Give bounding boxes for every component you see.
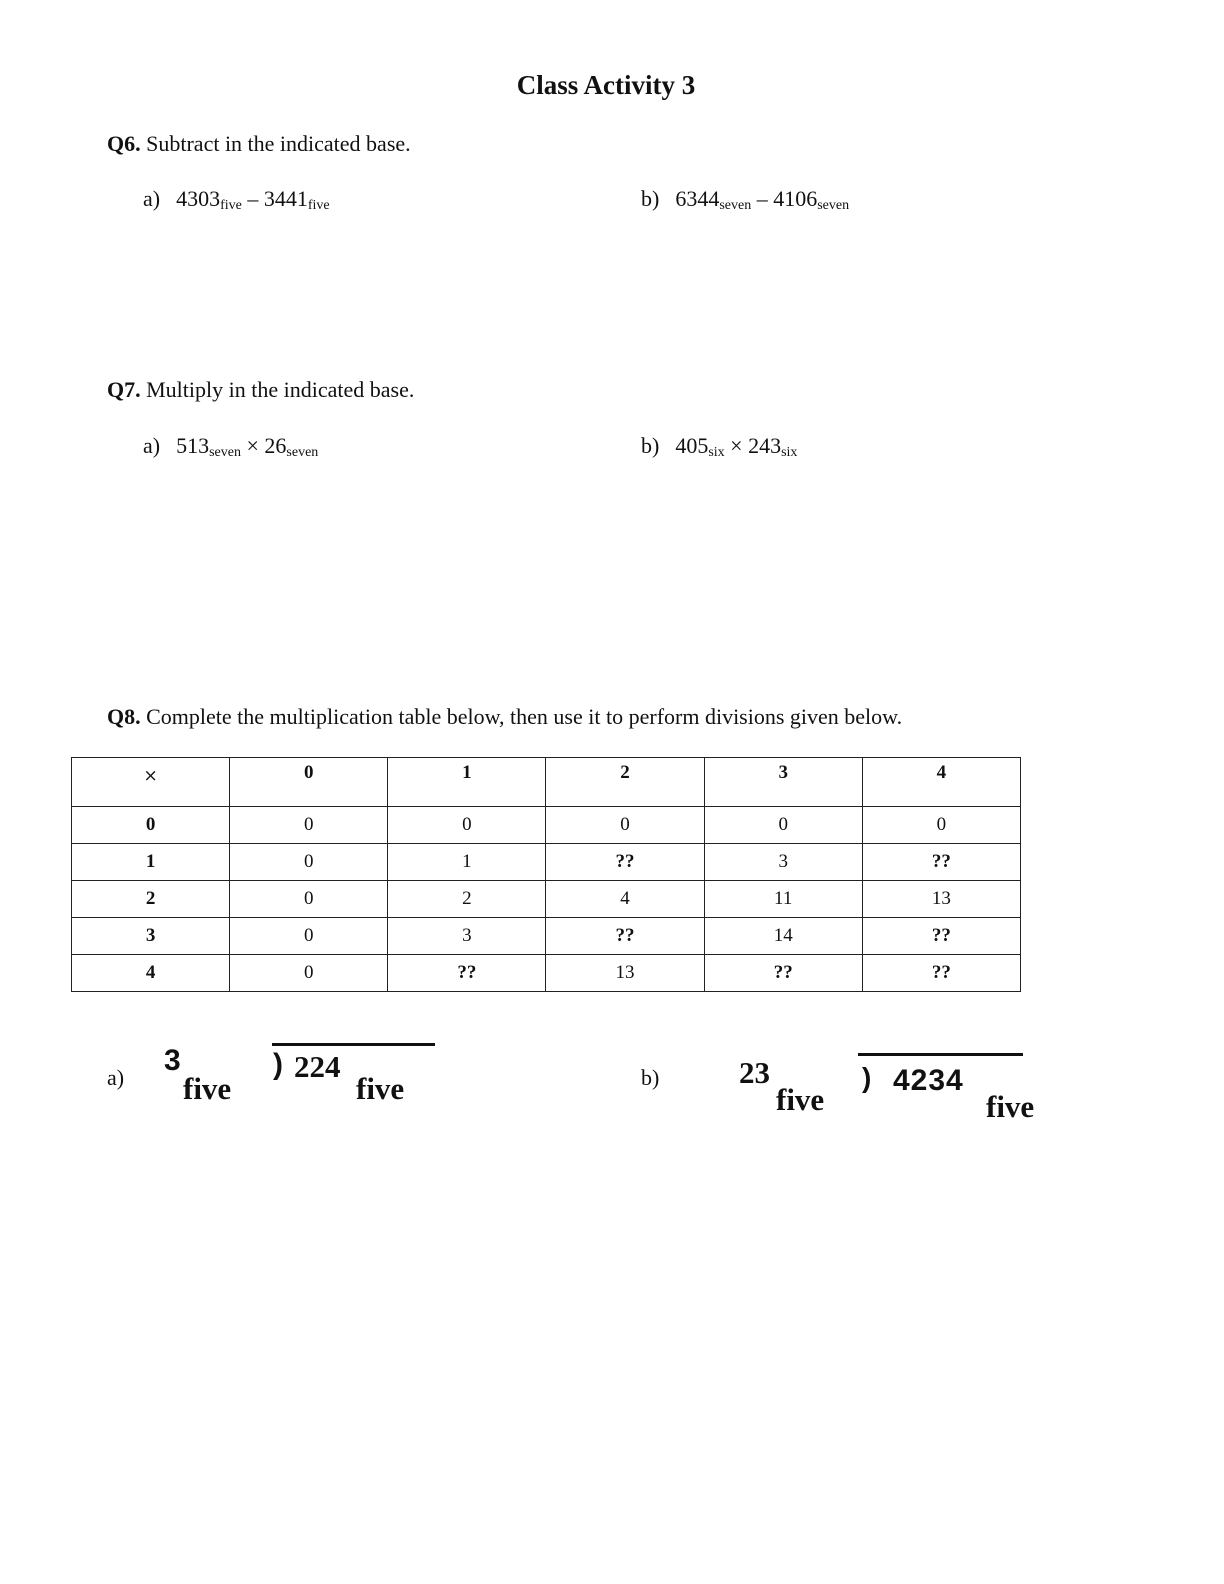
division-a-dividend-base: five	[356, 1071, 405, 1106]
table-cell: 13	[862, 881, 1020, 918]
question-6-text: Subtract in the indicated base.	[146, 131, 411, 156]
table-cell: ??	[704, 955, 862, 992]
table-cell: 1	[388, 844, 546, 881]
table-corner-cell: ×	[72, 758, 230, 807]
division-b-bracket: )	[862, 1062, 872, 1093]
table-cell: ??	[862, 955, 1020, 992]
q7b-operator: ×	[724, 433, 749, 458]
row-header: 4	[72, 955, 230, 992]
row-header: 0	[72, 807, 230, 844]
table-cell: ??	[546, 844, 704, 881]
q7b-base-1: six	[708, 445, 725, 460]
table-cell: ??	[862, 844, 1020, 881]
table-row	[72, 918, 1021, 955]
table-cell: 0	[230, 881, 388, 918]
division-b-divisor: 23	[739, 1055, 770, 1090]
page-title: Class Activity 3	[516, 70, 696, 100]
q6a-base-1: five	[220, 198, 242, 213]
q7-part-b	[641, 433, 797, 461]
table-cell: 0	[230, 955, 388, 992]
multiplication-table	[71, 757, 1021, 992]
table-cell: 0	[704, 807, 862, 844]
q7a-operator: ×	[240, 433, 265, 458]
q6a-label: a)	[143, 186, 161, 211]
column-header: 0	[230, 758, 388, 807]
question-7-label: Q7.	[107, 377, 141, 402]
division-a-divisor: 3	[164, 1044, 181, 1077]
table-cell: 13	[546, 955, 704, 992]
q7a-base-1: seven	[209, 445, 241, 460]
q6b-number-2: 4106	[773, 186, 818, 211]
table-cell: 2	[388, 881, 546, 918]
division-a-bar	[272, 1043, 435, 1046]
table-row	[72, 807, 1021, 844]
division-b-dividend-base: five	[986, 1089, 1035, 1124]
q7a-number-2: 26	[264, 433, 287, 458]
question-7-text: Multiply in the indicated base.	[146, 377, 415, 402]
row-header: 1	[72, 844, 230, 881]
question-6	[107, 131, 411, 157]
table-cell: 11	[704, 881, 862, 918]
q7-part-a	[143, 433, 318, 461]
table-row	[72, 881, 1021, 918]
table-row	[72, 955, 1021, 992]
q7b-number-2: 243	[748, 433, 782, 458]
division-a-dividend: 224	[294, 1049, 341, 1084]
q7b-base-2: six	[781, 445, 798, 460]
q6b-label: b)	[641, 186, 660, 211]
q6b-base-2: seven	[817, 198, 850, 213]
division-b-dividend: 4234	[893, 1064, 964, 1097]
q6b-base-1: seven	[719, 198, 752, 213]
q7b-number-1: 405	[675, 433, 709, 458]
column-header: 4	[862, 758, 1020, 807]
row-header: 2	[72, 881, 230, 918]
question-6-label: Q6.	[107, 131, 141, 156]
q7a-base-2: seven	[286, 445, 319, 460]
q6b-number-1: 6344	[675, 186, 720, 211]
q6b-operator: –	[751, 186, 774, 211]
table-row	[72, 844, 1021, 881]
table-cell: ??	[388, 955, 546, 992]
table-cell: 0	[230, 844, 388, 881]
q6a-operator: –	[241, 186, 264, 211]
q7a-number-1: 513	[176, 433, 210, 458]
table-cell: 3	[704, 844, 862, 881]
table-cell: 0	[230, 807, 388, 844]
table-cell: 0	[230, 918, 388, 955]
table-cell: 14	[704, 918, 862, 955]
question-8	[107, 704, 902, 730]
q6-part-a	[143, 186, 330, 214]
division-a-divisor-base: five	[183, 1071, 232, 1106]
q6a-number-1: 4303	[176, 186, 221, 211]
row-header: 3	[72, 918, 230, 955]
table-header-row	[72, 758, 1021, 807]
column-header: 2	[546, 758, 704, 807]
column-header: 3	[704, 758, 862, 807]
table-cell: ??	[546, 918, 704, 955]
division-a-bracket: )	[273, 1048, 283, 1081]
q7a-label: a)	[143, 433, 161, 458]
table-cell: 3	[388, 918, 546, 955]
division-b-bar	[858, 1053, 1023, 1056]
division-b-label: b)	[641, 1065, 660, 1090]
q7b-label: b)	[641, 433, 660, 458]
question-8-label: Q8.	[107, 704, 141, 729]
q6-part-b	[641, 186, 849, 214]
q6a-base-2: five	[307, 198, 330, 213]
column-header: 1	[388, 758, 546, 807]
table-cell: 0	[546, 807, 704, 844]
division-a-label: a)	[107, 1065, 125, 1090]
division-b-divisor-base: five	[776, 1082, 825, 1117]
table-cell: 0	[862, 807, 1020, 844]
question-7	[107, 377, 414, 403]
table-cell: ??	[862, 918, 1020, 955]
question-8-text: Complete the multiplication table below, then use it to perform divisions given below.	[146, 704, 903, 729]
q6a-number-2: 3441	[263, 186, 308, 211]
table-cell: 4	[546, 881, 704, 918]
table-cell: 0	[388, 807, 546, 844]
